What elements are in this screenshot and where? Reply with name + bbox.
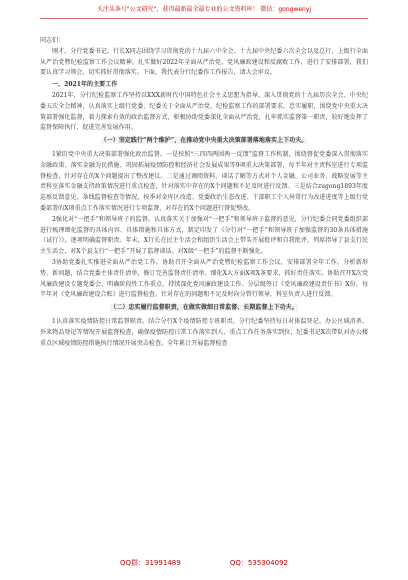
intro-paragraph: 刚才，分行党委书记，行长X同志围绕学习贯彻党的十九届六中全会、十九届中央纪委六次全会以及总行、上级行全面从严治党暨纪检监察工作会议精神，扎实做好2022年全面从严治党、党风廉政建设和反腐败工作，进行了安排部署，我们要认真学习领会，切实抓好贯彻落实。下面，我代表分行纪委作工作报告，请大会审议。	[40, 47, 368, 77]
qq-number: QQ：535304092	[229, 559, 288, 567]
top-banner: 关注头条号"公文研究"，获得最新最全最专业的公文资料库！ 微信：gongwenyj	[96, 6, 312, 13]
body-paragraph: 3协助党委扎实推进全面从严治党工作。协助召开全面从严治党暨纪检监察工作会议，安排部署全年工作。分析新形势、新问题，结合党委主体责任清单，修订完善监督责任清单。细化X大方面X项X条要求，抓好责任落实。协助召开X次党风廉政建设专题党委会，明确阶段性工作重点，持续深化党风廉政建设工作。分层级签订《党风廉政建设责任书》X份。每半年对《党风廉政建设合账》进行监督检查，针对存在的问题和不足及时向分管行领导，科室负责人进行反馈。	[40, 258, 368, 299]
subsection-heading	[40, 303, 368, 314]
body-paragraph: 1认真落实疫情防控日常监督职责。结合分行X个疫情防控专班职责，分行纪委坚持每日对体温登记、办公区域消杀、外来物品登记等情况开展监督检查，确保疫情防控日常工作落实到人，重点工作任务落实到位，纪委书记X次带队对办公楼重点区域疫情防控措施执行情况开展突击检查。全年累计开展监督检查	[40, 317, 368, 347]
section-intro-paragraph: 2021年，分行纪检监察工作坚持以XXX新时代中国特色社会主义思想为指导，深入贯彻党的十九届历次全会、中央纪委五次全会精神，认真落实上级行党委、纪委关于全面从严治党、纪检监察工作的部署要求，忠实履职，围绕党中央重大决策部署强化监督，着力探索有效的政治监督方式，积极协助党委深化全面从严治党，扎牢抓实监督第一职责，较好地发挥了监督保障执行、促进完善发展作用。	[40, 91, 368, 132]
subsection-heading-text: （一）坚定践行“两个维护”，在推动党中央重大决策部署落地落实上下功夫。	[100, 137, 308, 145]
body-paragraph: 2强化对“一把手”和领导班子的监督。认真落实关于加强对“一把手”和领导班子监督的意见，分行纪委会同党委组织部进行梳理细化监督的具体内容、具体措施和具体方式，制定印发了《分行对“一把手”和领导班子加强监督的30条具体措施（试行）》，逐项明确监督职责。年末，X行长在民主生活会和组织生活会上带头开展批评和自我批评，列席指导了县支行民主生活会，对X个县支行“一把手”开展了监督谈话。对X级“一把手”的监督不断强化。	[40, 215, 368, 256]
qq-group: QQ群：31991489	[120, 559, 181, 567]
subsection-heading-text: （二）忠实履行监督职责，在做实做细日常监督、长期监督上下功夫。	[110, 304, 298, 312]
salutation: 同志们：	[40, 37, 65, 44]
subsection-heading	[40, 136, 368, 147]
footer-contact	[120, 558, 288, 568]
section-heading: 一、2021年的主要工作	[52, 81, 118, 89]
banner-divider	[40, 18, 368, 19]
document-body	[40, 36, 368, 349]
body-paragraph: 1紧盯党中央重大决策部署强化政治监督。一是按照“三四四两围两一反馈”监督工作机制，围绕督促党委深入贯彻落实金融政策、落实金融为民措施、巩固拓展疫情防控和经济社会发展成果等9项重大决策部署，每半年对主责科室进行专项监督检查，针对存在的X个问题提出了整改建议。二是通过调阅资料、谈话了解等方式对个人金融、公司业务、战略发展等主责科室落实金融支持政策情况进行重点检查，针对落实中存在的X个问题和不足及时进行反馈。三是结合zugong1893年度巡察反馈意见、条线监督检查等情况，按季对金库区改造、党委政治生态改进、干部职工个人异常行为改进进度等上级行党委部署的X项重点工作落实情况进行专项监督，对存在的X个问题进行督促整改。	[40, 150, 368, 212]
